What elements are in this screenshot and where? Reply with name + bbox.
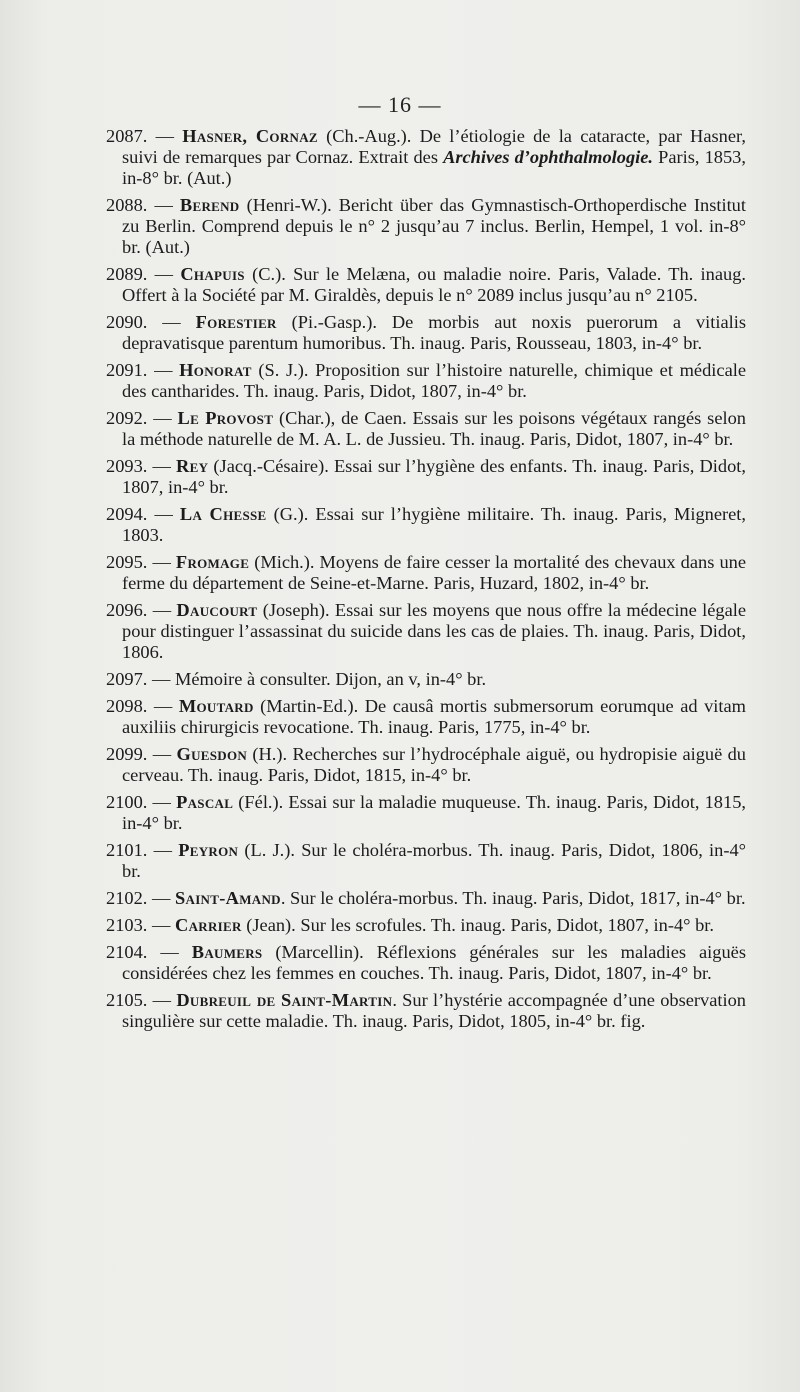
- entry-text: (Char.), de Caen. Essais sur les poisons végétaux rangés selon la méthode naturelle de M. A. L. de Jussieu. Th. inaug. Paris, Didot, 1807, in-4° br.: [122, 408, 746, 449]
- entry-text: (Martin-Ed.). De causâ mortis submersorum eorumque ad vitam auxiliis chirurgicis revocatione. Th. inaug. Paris, 1775, in-4° br.: [122, 696, 746, 737]
- entry-dash: —: [147, 408, 178, 428]
- entry-number: 2105.: [106, 990, 148, 1010]
- entry-italic-title: Archives d’ophthalmologie.: [443, 147, 654, 167]
- entry-number: 2090.: [106, 312, 148, 332]
- entry-text: Mémoire à consulter. Dijon, an v, in-4° br.: [174, 669, 487, 689]
- entry-text: (S. J.). Proposition sur l’histoire naturelle, chimique et médicale des cantharides. Th. inaug. Paris, Didot, 1807, in-4° br.: [122, 360, 747, 401]
- bibliography-entry: [106, 915, 746, 936]
- entry-author: Saint-Amand: [174, 888, 281, 908]
- bibliography-entry: [106, 312, 746, 354]
- entry-number: 2102.: [106, 888, 148, 908]
- bibliography-entry: [106, 600, 746, 663]
- bibliography-entry: [106, 456, 746, 498]
- entry-number: 2091.: [106, 360, 148, 380]
- bibliography-entry: [106, 360, 746, 402]
- entry-dash: —: [147, 456, 177, 476]
- entry-number: 2087.: [106, 126, 148, 146]
- entry-dash: —: [147, 669, 175, 689]
- entry-author: Carrier: [174, 915, 242, 935]
- entry-dash: —: [147, 792, 177, 812]
- entry-author: Guesdon: [176, 744, 248, 764]
- entry-author: Rey: [176, 456, 209, 476]
- entry-dash: —: [147, 195, 180, 215]
- entry-number: 2094.: [106, 504, 148, 524]
- entry-number: 2089.: [106, 264, 148, 284]
- bibliography-entry: [106, 504, 746, 546]
- bibliography-entry: [106, 669, 746, 690]
- entry-author: Forestier: [195, 312, 277, 332]
- bibliography-entry: [106, 696, 746, 738]
- entry-dash: —: [147, 696, 179, 716]
- entry-number: 2103.: [106, 915, 148, 935]
- entry-number: 2100.: [106, 792, 148, 812]
- entry-text: (Joseph). Essai sur les moyens que nous offre la médecine légale pour distinguer l’assassinat du suicide dans les cas de plaies. Th. inaug. Paris, Didot, 1806.: [122, 600, 746, 662]
- entry-text: (Ch.-Aug.). De l’étiologie de la cataracte, par Hasner, suivi de remarques par Cornaz. Extrait des: [122, 126, 746, 167]
- entry-author: Le Provost: [177, 408, 274, 428]
- entry-number: 2097.: [106, 669, 148, 689]
- entry-number: 2098.: [106, 696, 148, 716]
- entry-author: Chapuis: [180, 264, 245, 284]
- entry-author: Pascal: [176, 792, 234, 812]
- entry-author: Honorat: [179, 360, 252, 380]
- bibliography-entry: [106, 792, 746, 834]
- entry-dash: —: [147, 840, 179, 860]
- entry-dash: —: [147, 942, 192, 962]
- entry-dash: —: [147, 990, 177, 1010]
- entry-author: Fromage: [175, 552, 250, 572]
- entry-text: (Pi.-Gasp.). De morbis aut noxis puerorum a vitialis depravatisque parentum humoribus. Th. inaug. Paris, Rousseau, 1803, in-4° br.: [122, 312, 746, 353]
- entry-text: (Jacq.-Césaire). Essai sur l’hygiène des enfants. Th. inaug. Paris, Didot, 1807, in-4° br.: [122, 456, 746, 497]
- entry-text: (Mich.). Moyens de faire cesser la mortalité des chevaux dans une ferme du département de Seine-et-Marne. Paris, Huzard, 1802, in-4° br.: [122, 552, 746, 593]
- entry-author: Moutard: [178, 696, 254, 716]
- entry-dash: —: [147, 600, 177, 620]
- bibliography-entry: [106, 840, 746, 882]
- entry-text: (Fél.). Essai sur la maladie muqueuse. Th. inaug. Paris, Didot, 1815, in-4° br.: [122, 792, 746, 833]
- entry-author: Berend: [179, 195, 240, 215]
- bibliography-entry: [106, 408, 746, 450]
- page-number: — 16 —: [358, 92, 442, 117]
- entry-text: (Henri-W.). Bericht über das Gymnastisch-Orthoperdische Institut zu Berlin. Comprend depuis le n° 2 jusqu’au 7 inclus. Berlin, Hempel, 1 vol. in-8° br. (Aut.): [122, 195, 746, 257]
- entry-author: Peyron: [178, 840, 239, 860]
- entry-dash: —: [147, 360, 180, 380]
- entry-number: 2088.: [106, 195, 148, 215]
- bibliography-entry: [106, 990, 746, 1032]
- entry-number: 2101.: [106, 840, 148, 860]
- entry-number: 2104.: [106, 942, 148, 962]
- entry-text: . Sur le choléra-morbus. Th. inaug. Paris, Didot, 1817, in-4° br.: [280, 888, 746, 908]
- entry-author: La Chesse: [179, 504, 267, 524]
- entry-dash: —: [147, 552, 176, 572]
- entry-dash: —: [147, 264, 181, 284]
- entry-text: (Marcellin). Réflexions générales sur les maladies aiguës considérées chez les femmes en couches. Th. inaug. Paris, Didot, 1807, in-4° br.: [122, 942, 746, 983]
- entry-text: (G.). Essai sur l’hygiène militaire. Th. inaug. Paris, Migneret, 1803.: [122, 504, 746, 545]
- entry-number: 2092.: [106, 408, 148, 428]
- entry-dash: —: [147, 915, 175, 935]
- entry-author: Hasner, Cornaz: [182, 126, 318, 146]
- bibliography-entry: [106, 888, 746, 909]
- entry-dash: —: [147, 744, 177, 764]
- entry-number: 2093.: [106, 456, 148, 476]
- entry-text: (Jean). Sur les scrofules. Th. inaug. Paris, Didot, 1807, in-4° br.: [241, 915, 714, 935]
- entry-dash: —: [147, 126, 183, 146]
- entry-text: (L. J.). Sur le choléra-morbus. Th. inaug. Paris, Didot, 1806, in-4° br.: [122, 840, 746, 881]
- entry-author: Daucourt: [176, 600, 258, 620]
- bibliography-entry: [106, 744, 746, 786]
- entry-number: 2095.: [106, 552, 148, 572]
- entry-text: (H.). Recherches sur l’hydrocéphale aiguë, ou hydropisie aiguë du cerveau. Th. inaug. Paris, Didot, 1815, in-4° br.: [122, 744, 747, 785]
- bibliography-entry: [106, 195, 746, 258]
- entry-author: Dubreuil de Saint-Martin: [176, 990, 393, 1010]
- bibliography-entry: [106, 264, 746, 306]
- entry-dash: —: [147, 888, 175, 908]
- entry-number: 2096.: [106, 600, 148, 620]
- bibliography-entry: [106, 942, 746, 984]
- entry-text: (C.). Sur le Melæna, ou maladie noire. Paris, Valade. Th. inaug. Offert à la Société par M. Giraldès, depuis le n° 2089 inclus jusqu’au n° 2105.: [122, 264, 746, 305]
- entry-text: . Sur l’hystérie accompagnée d’une observation singulière sur cette maladie. Th. inaug. Paris, Didot, 1805, in-4° br. fig.: [122, 990, 746, 1031]
- entry-dash: —: [147, 312, 196, 332]
- bibliography-entry: [106, 126, 746, 189]
- entry-text: Paris, 1853, in-8° br. (Aut.): [122, 147, 746, 188]
- entry-author: Baumers: [191, 942, 263, 962]
- entry-number: 2099.: [106, 744, 148, 764]
- entry-dash: —: [147, 504, 180, 524]
- bibliography-entry: [106, 552, 746, 594]
- bibliography-list: [106, 126, 746, 1038]
